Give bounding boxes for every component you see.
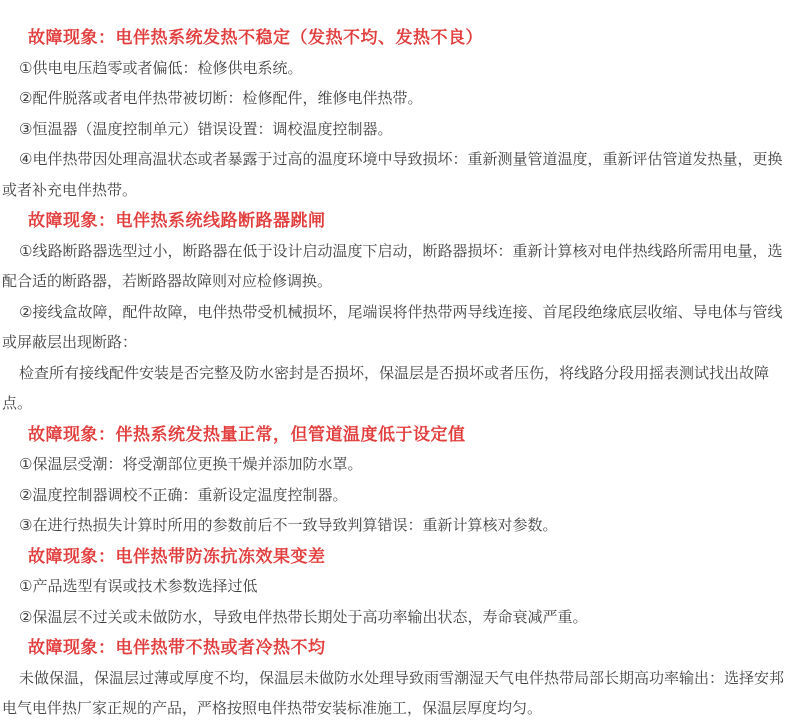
fault-cause-item: ②接线盒故障，配件故障，电伴热带受机械损坏，尾端误将伴热带两导线连接、首尾段绝缘底层收缩、导电体与管线或屏蔽层出现断路：	[2, 303, 783, 351]
fault-cause-item: ②保温层不过关或未做防水，导致电伴热带长期处于高功率输出状态，寿命衰减严重。	[19, 608, 588, 626]
fault-cause-item: ③在进行热损失计算时所用的参数前后不一致导致判算错误：重新计算核对参数。	[19, 517, 558, 534]
fault-section	[2, 420, 788, 542]
fault-heading: 故障现象：电伴热系统发热不稳定（发热不均、发热不良）	[28, 28, 483, 47]
fault-section	[2, 23, 788, 206]
fault-cause-item: ②配件脱落或者电伴热带被切断：检修配件，维修电伴热带。	[19, 90, 423, 107]
fault-heading: 故障现象：电伴热带防冻抗冻效果变差	[28, 546, 326, 566]
fault-cause-item: ①线路断路器选型过小，断路器在低于设计启动温度下启动，断路器损坏：重新计算核对电伴热线路所需用电量，选配合适的断路器，若断路器故障则对应检修调换。	[2, 242, 783, 290]
fault-cause-item: ②温度控制器调校不正确：重新设定温度控制器。	[19, 486, 348, 504]
fault-section	[2, 542, 788, 634]
fault-heading: 故障现象：伴热系统发热量正常，但管道温度低于设定值	[28, 424, 466, 444]
fault-heading: 故障现象：电伴热带不热或者冷热不均	[28, 638, 326, 657]
fault-section	[2, 206, 788, 420]
fault-cause-item: ①产品选型有误或技术参数选择过低	[19, 578, 258, 595]
fault-cause-item: ④电伴热带因处理高温状态或者暴露于过高的温度环境中导致损坏：重新测量管道温度，重新评估管道发热量，更换或者补充电伴热带。	[2, 151, 783, 199]
fault-cause-item: 未做保温，保温层过薄或厚度不均，保温层未做防水处理导致雨雪潮湿天气电伴热带局部长期高功率输出：选择安邦电气电伴热厂家正规的产品，严格按照电伴热带安装标准施工，保温层厚度均匀。	[2, 669, 785, 717]
fault-cause-item: ①保温层受潮：将受潮部位更换干燥并添加防水罩。	[19, 456, 363, 473]
fault-cause-item: ③恒温器（温度控制单元）错误设置：调校温度控制器。	[19, 120, 393, 138]
fault-cause-item: 检查所有接线配件安装是否完整及防水密封是否损坏，保温层是否损坏或者压伤，将线路分段用摇表测试找出故障点。	[2, 364, 770, 412]
fault-cause-item: ①供电电压趋零或者偏低：检修供电系统。	[19, 59, 303, 77]
fault-section	[2, 633, 788, 725]
fault-heading: 故障现象：电伴热系统线路断路器跳闸	[28, 211, 326, 230]
